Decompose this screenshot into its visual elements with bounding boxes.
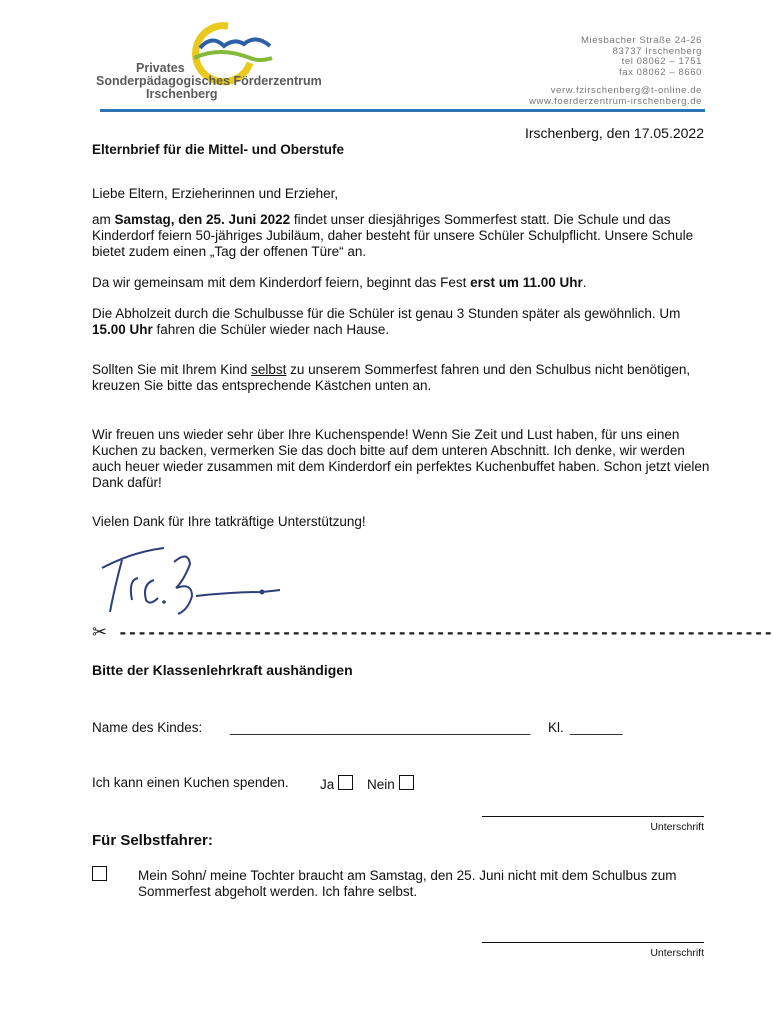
- child-name-label: Name des Kindes:: [92, 720, 203, 735]
- address-email[interactable]: verw.fzirschenberg@t-online.de: [550, 85, 702, 96]
- paragraph-5: Wir freuen uns wieder sehr über Ihre Kuchenspende! Wenn Sie Zeit und Lust haben, für uns einen Kuchen zu backen, vermerken Sie das doch bitte auf dem unteren Abschnitt. Ich denke, wir werden auch heuer wieder zusammen mit dem Kinderdorf ein perfektes Kuchenbuffet haben. Schon jetzt vielen Dank dafür!: [92, 427, 710, 490]
- signature-field-1[interactable]: [482, 816, 704, 833]
- thanks-line: Vielen Dank für Ihre tatkräftige Unterstützung!: [92, 514, 366, 529]
- p4-underlined: selbst: [251, 362, 287, 377]
- p2-text-a: Da wir gemeinsam mit dem Kinderdorf feiern, beginnt das Fest: [92, 275, 471, 290]
- class-label: Kl.: [548, 720, 564, 735]
- address-web[interactable]: www.foerderzentrum-irschenberg.de: [529, 95, 702, 107]
- signature-field-2[interactable]: [482, 942, 704, 959]
- p1-text-c: findet unser diesjähriges Sommerfest statt. Die Schule und das Kinderdorf feiern 50-jähriges Jubiläum, daher besteht für unsere Schüler Schulpflicht. Unsere Schule bietet zudem einen „Tag der offenen Türe“ an.: [92, 212, 694, 259]
- p2-text-c: .: [582, 275, 587, 290]
- child-name-field[interactable]: ________________________________________: [230, 720, 531, 735]
- p4-text-a: Sollten Sie mit Ihrem Kind: [92, 362, 252, 377]
- self-driver-heading: Für Selbstfahrer:: [92, 832, 213, 849]
- p4-text-c: zu unserem Sommerfest fahren und den Schulbus nicht benötigen, kreuzen Sie bitte das entsprechende Kästchen unten an.: [92, 362, 691, 393]
- cake-label: Ich kann einen Kuchen spenden.: [92, 775, 289, 790]
- address-city: 83737 Irschenberg: [612, 45, 702, 57]
- p2-time-bold: erst um 11.00 Uhr: [470, 275, 583, 290]
- address-fax: fax 08062 – 8660: [618, 66, 702, 78]
- signature-label-2: Unterschrift: [650, 947, 704, 959]
- cut-dashes: --------------------------------------------------------------------: [118, 623, 773, 642]
- cake-row: [92, 775, 712, 791]
- child-name-row: [92, 720, 712, 736]
- cut-line: [92, 622, 773, 646]
- cake-no-option: [367, 775, 414, 793]
- header-rule: [100, 109, 705, 112]
- p1-date-bold: Samstag, den 25. Juni 2022: [114, 212, 291, 227]
- paragraph-1: [92, 212, 712, 260]
- address-tel: tel 08062 – 1751: [621, 56, 702, 67]
- cake-no-checkbox[interactable]: [399, 775, 414, 790]
- cake-no-label: Nein: [367, 777, 395, 792]
- paragraph-4: [92, 362, 712, 394]
- form-heading: Bitte der Klassenlehrkraft aushändigen: [92, 662, 353, 678]
- place-date: Irschenberg, den 17.05.2022: [524, 125, 704, 141]
- cake-yes-option: [320, 775, 353, 793]
- class-field[interactable]: _______: [570, 720, 623, 735]
- cake-yes-checkbox[interactable]: [338, 775, 353, 790]
- signature-label-1: Unterschrift: [650, 821, 704, 833]
- self-driver-text: Mein Sohn/ meine Tochter braucht am Samstag, den 25. Juni nicht mit dem Schulbus zum Sommerfest abgeholt werden. Ich fahre selbst.: [138, 868, 677, 899]
- p1-text-a: am: [92, 212, 115, 227]
- logo-text: [96, 62, 322, 101]
- paragraph-2: [92, 275, 712, 291]
- handwritten-signature: [92, 540, 292, 620]
- p3-time-bold: 15.00 Uhr: [92, 322, 153, 337]
- paragraph-3: [92, 306, 712, 338]
- scissors-icon: ✂: [92, 622, 108, 643]
- logo-line-2: Sonderpädagogisches Förderzentrum: [96, 74, 322, 88]
- letter-subject: Elternbrief für die Mittel- und Oberstufe: [92, 142, 345, 157]
- p3-text-c: fahren die Schüler wieder nach Hause.: [152, 322, 390, 337]
- p3-text-a: Die Abholzeit durch die Schulbusse für die Schüler ist genau 3 Stunden später als gewöhnlich. Um: [92, 306, 681, 321]
- logo-line-3: Irschenberg: [146, 87, 218, 101]
- address-street: Miesbacher Straße 24-26: [581, 35, 702, 46]
- logo-line-1: Privates: [136, 61, 185, 75]
- salutation: Liebe Eltern, Erzieherinnen und Erzieher,: [92, 186, 339, 201]
- address-block: [529, 36, 702, 107]
- cake-yes-label: Ja: [320, 777, 335, 792]
- self-driver-checkbox[interactable]: [92, 866, 107, 881]
